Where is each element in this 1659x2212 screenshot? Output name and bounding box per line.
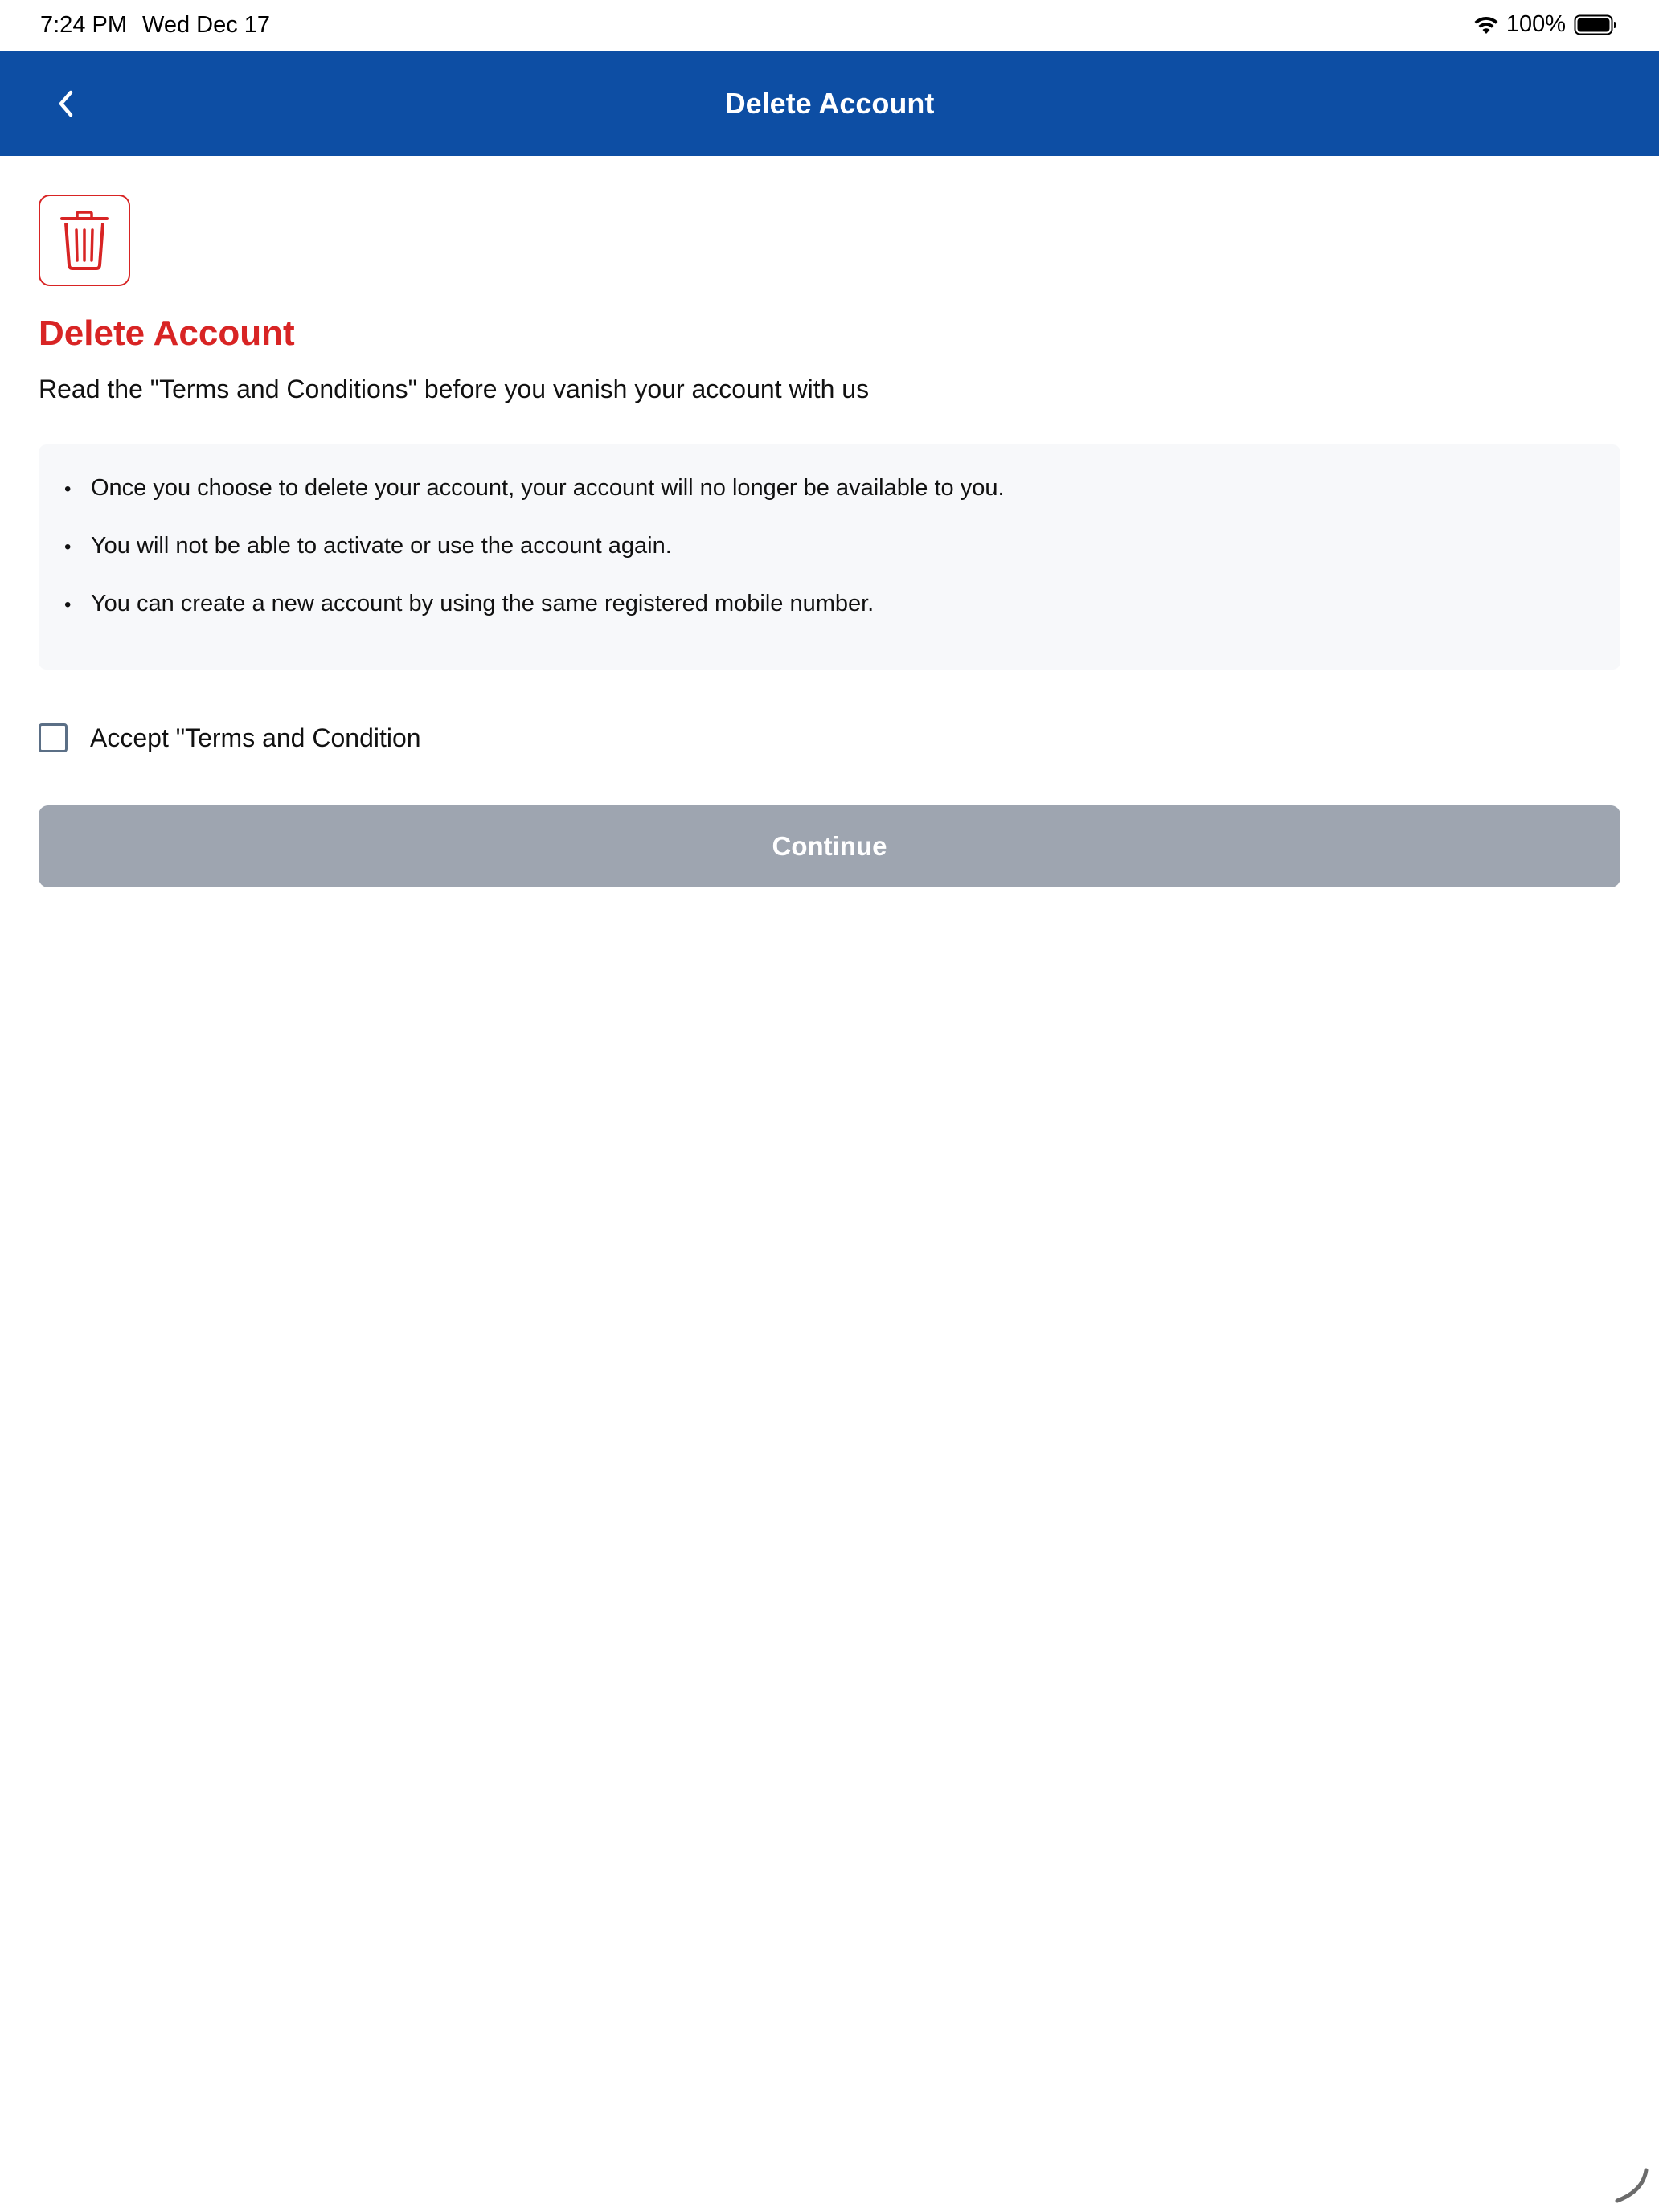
terms-item-text: Once you choose to delete your account, your account will no longer be available to you. — [91, 475, 1005, 501]
bullet-icon: • — [64, 594, 72, 616]
status-time: 7:24 PM — [40, 12, 127, 38]
battery-percentage: 100% — [1505, 11, 1566, 37]
trash-icon-container — [39, 195, 130, 286]
wifi-icon — [1473, 14, 1500, 35]
terms-item-text: You will not be able to activate or use the account again. — [91, 533, 672, 559]
terms-item-text: You can create a new account by using the same registered mobile number. — [91, 591, 875, 616]
status-date: Wed Dec 17 — [142, 12, 271, 38]
status-bar — [0, 0, 1659, 51]
navigation-bar — [0, 51, 1659, 156]
window-resize-icon[interactable] — [1611, 2165, 1651, 2206]
accept-terms-checkbox[interactable] — [39, 723, 68, 752]
nav-title: Delete Account — [724, 87, 935, 120]
continue-button[interactable]: Continue — [39, 805, 1620, 887]
bullet-icon: • — [64, 478, 72, 500]
bullet-icon: • — [64, 536, 72, 558]
accept-terms-label[interactable]: Accept "Terms and Condition — [90, 723, 421, 752]
page-subtitle: Read the "Terms and Conditions" before you vanish your account with us — [39, 375, 870, 403]
terms-card — [39, 444, 1620, 670]
accept-terms-row[interactable] — [39, 720, 421, 756]
page-title: Delete Account — [39, 313, 295, 353]
battery-icon — [1574, 14, 1617, 35]
trash-icon — [59, 211, 109, 270]
status-indicators — [1473, 11, 1617, 38]
